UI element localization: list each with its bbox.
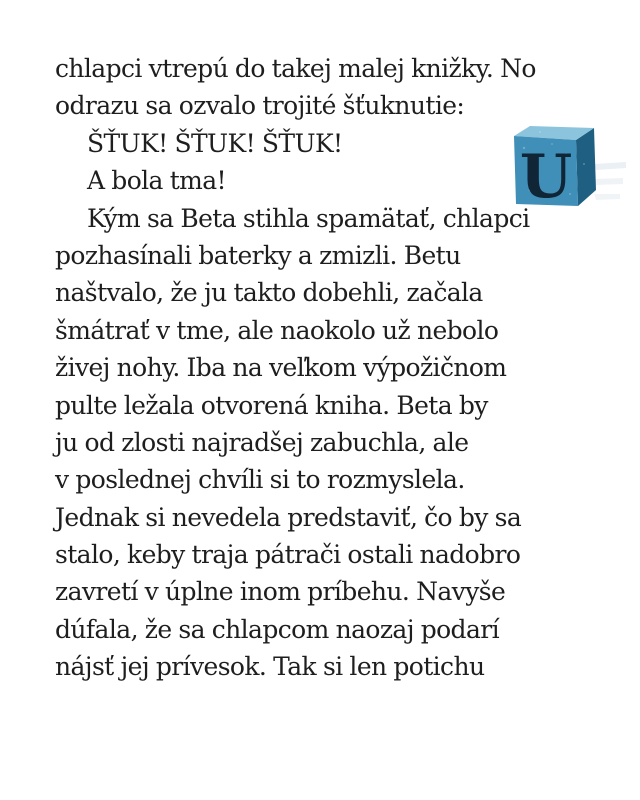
text-line: chlapci vtrepú do takej malej knižky. No: [55, 54, 536, 83]
text-line: ŠŤUK! ŠŤUK! ŠŤUK!: [87, 128, 343, 158]
text-line: odrazu sa ozvalo trojité šťuknutie:: [55, 91, 465, 121]
text-line: Jednak si nevedela predstaviť, čo by sa: [55, 502, 522, 532]
text-line: naštvalo, že ju takto dobehli, začala: [55, 278, 483, 308]
text-line: Kým sa Beta stihla spamätať, chlapci: [87, 203, 530, 233]
text-line: dúfala, že sa chlapcom naozaj podarí: [55, 614, 500, 644]
text-line: A bola tma!: [87, 166, 227, 196]
letter-block-icon: [510, 124, 628, 210]
text-line: živej nohy. Iba na veľkom výpožičnom: [55, 353, 507, 383]
text-line: pulte ležala otvorená kniha. Beta by: [55, 390, 488, 420]
text-line: v poslednej chvíli si to rozmyslela.: [55, 465, 465, 495]
text-line: nájsť jej prívesok. Tak si len potichu: [55, 652, 485, 682]
text-line: zavretí v úplne inom príbehu. Navyše: [55, 577, 506, 607]
block-letter: U: [519, 142, 573, 210]
text-line: ju od zlosti najradšej zabuchla, ale: [55, 427, 469, 457]
text-line: pozhasínali baterky a zmizli. Betu: [55, 240, 461, 270]
text-line: stalo, keby traja pátrači ostali nadobro: [55, 540, 521, 570]
text-line: šmátrať v tme, ale naokolo už nebolo: [55, 315, 499, 345]
